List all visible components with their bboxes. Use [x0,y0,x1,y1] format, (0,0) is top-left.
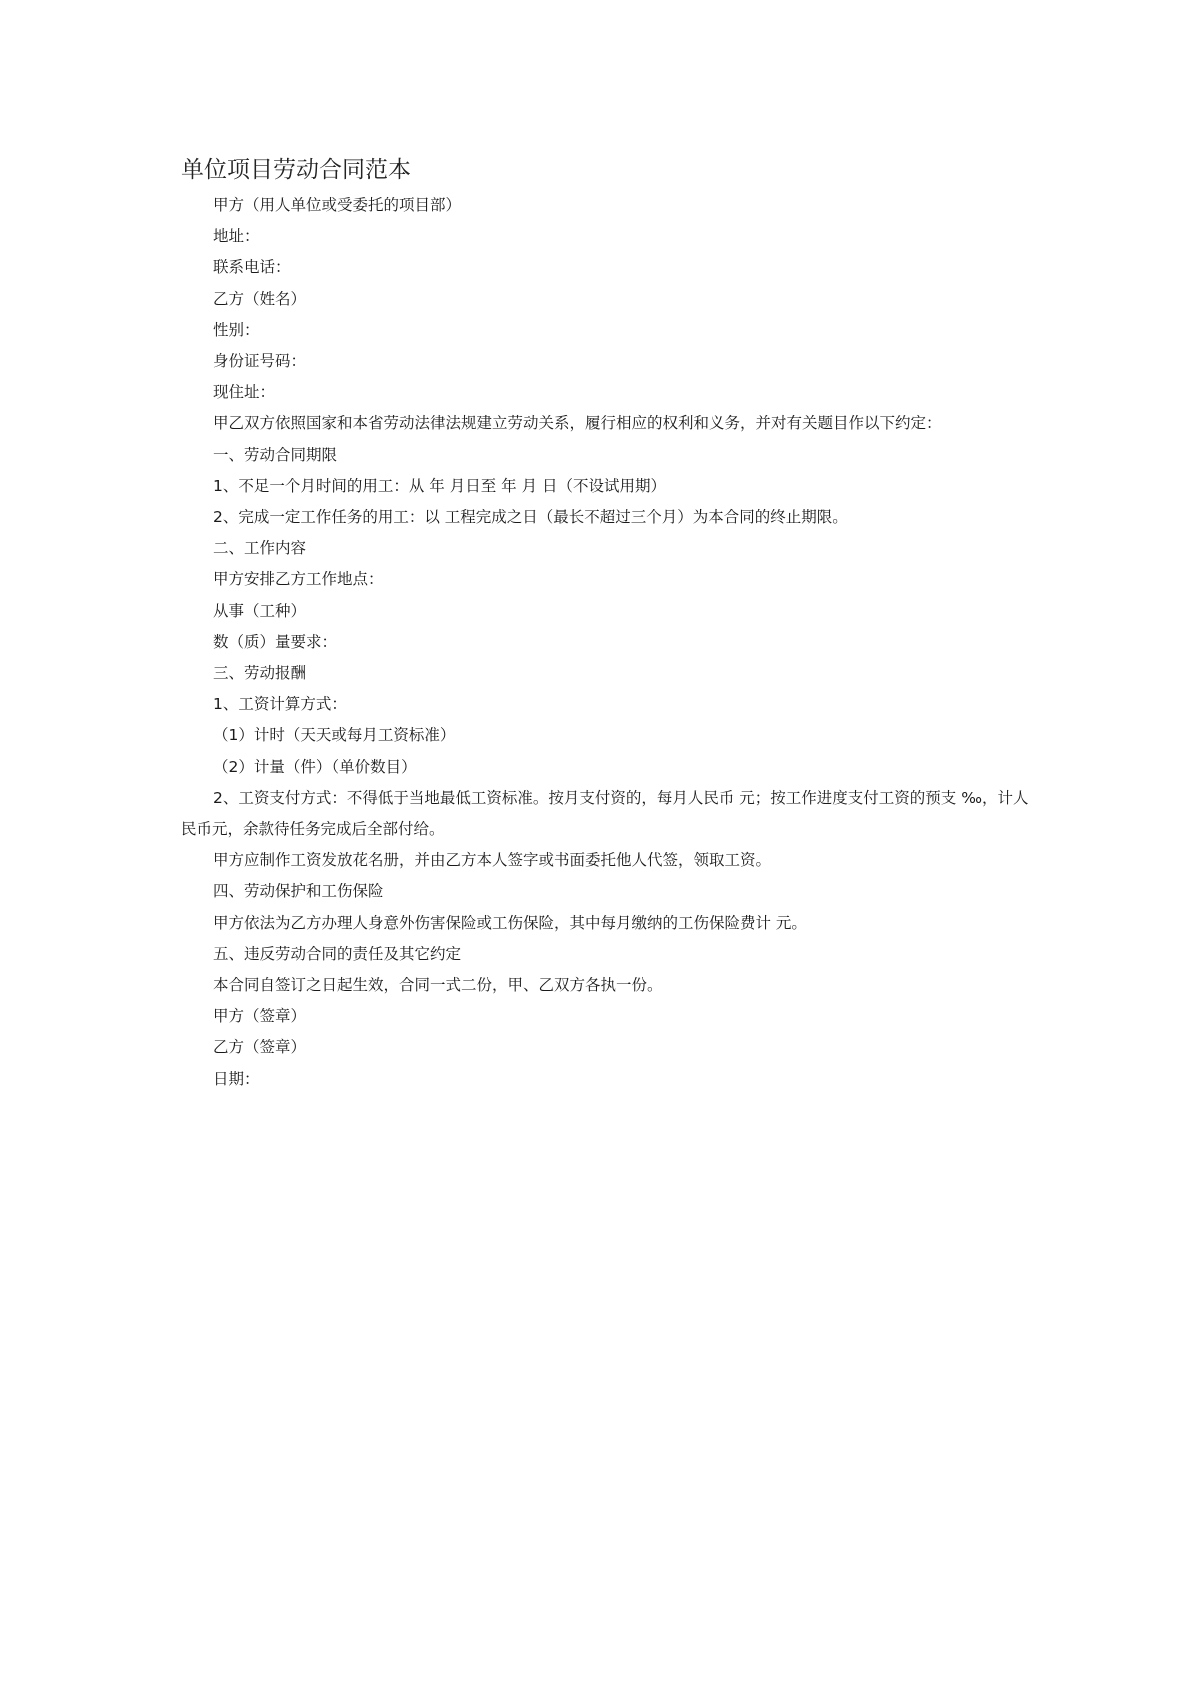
section-heading-insurance: 四、劳动保护和工伤保险 [213,882,384,901]
document-page [181,150,1031,1095]
pay-method-clause: 2、工资支付方式：不得低于当地最低工资标准。按月支付资的，每月人民币 元；按工作进度支付工资的预支 ‰，计人民币元，余款待任务完成后全部付给。 [181,788,1029,839]
section-heading-liability: 五、违反劳动合同的责任及其它约定 [213,944,462,963]
pay-by-piece-line: （2）计量（件）（单价数目） [213,757,417,776]
quantity-requirement-line: 数（质）量要求： [213,632,338,651]
insurance-clause: 甲方依法为乙方办理人身意外伤害保险或工伤保险，其中每月缴纳的工伤保险费计 元。 [213,913,807,932]
section-heading-pay: 三、劳动报酬 [213,664,307,683]
document-body [181,190,1031,1095]
address-line: 地址： [213,227,260,246]
id-number-line: 身份证号码： [213,352,307,371]
party-b-line: 乙方（姓名） [213,289,307,308]
date-line: 日期： [213,1069,260,1088]
gender-line: 性别： [213,320,260,339]
party-a-signature: 甲方（签章） [213,1007,307,1026]
document-title: 单位项目劳动合同范本 [181,157,411,183]
term-clause-1: 1、不足一个月时间的用工：从 年 月日至 年 月 日（不设试用期） [213,476,666,495]
term-clause-2: 2、完成一定工作任务的用工：以 工程完成之日（最长不超过三个月）为本合同的终止期限。 [213,508,848,527]
work-location-line: 甲方安排乙方工作地点： [213,570,384,589]
agreement-intro: 甲乙双方依照国家和本省劳动法律法规建立劳动关系，履行相应的权利和义务，并对有关题目作以下约定： [213,414,942,433]
payroll-register-clause: 甲方应制作工资发放花名册，并由乙方本人签字或书面委托他人代签，领取工资。 [213,851,772,870]
pay-by-time-line: （1）计时（天天或每月工资标准） [213,726,456,745]
work-type-line: 从事（工种） [213,601,307,620]
section-heading-work: 二、工作内容 [213,539,307,558]
party-a-line: 甲方（用人单位或受委托的项目部） [213,196,462,214]
pay-calc-line: 1、工资计算方式： [213,695,347,714]
current-address-line: 现住址： [213,383,276,402]
party-b-signature: 乙方（签章） [213,1038,307,1057]
effective-clause: 本合同自签订之日起生效，合同一式二份，甲、乙双方各执一份。 [213,976,663,995]
phone-line: 联系电话： [213,258,291,277]
section-heading-term: 一、劳动合同期限 [213,445,338,464]
